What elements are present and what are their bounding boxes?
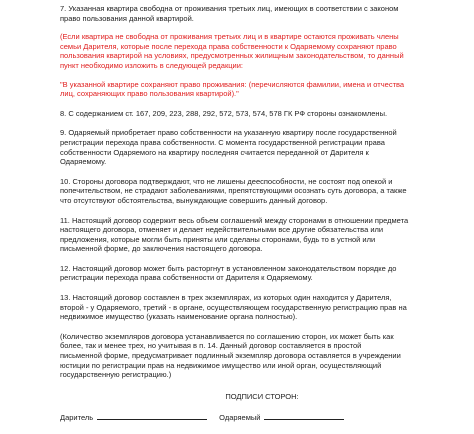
paragraph-8: 8. С содержанием ст. 167, 209, 223, 288, 292, 572, 573, 574, 578 ГК РФ стороны ознакомлены.: [60, 108, 388, 118]
paragraph-12: 12. Настоящий договор может быть расторгнут в установленном законодательством порядке до регистрации перехода права собственности от Дарителя к Одаряемому.: [60, 263, 397, 283]
paragraph-11: 11. Настоящий договор содержит весь объем соглашений между сторонами в отношении предмета настоящего договора, отменяет и делает недействительными все другие обязательства или предложения, которые могли быть приняты или сделаны сторонами, будь то в устной или письменной форме, до заключения настоящего договора.: [60, 215, 409, 254]
signature-line: [60, 411, 464, 423]
paragraph-10: 10. Стороны договора подтверждают, что не лишены дееспособности, не состоят под опекой и попечительством, не страдают заболеваниями, препятствующими осознать суть договора, а также что отсутствуют обстоятельства, вынуждающие совершить данный договор.: [60, 176, 407, 205]
donor-label: Даритель: [60, 413, 94, 423]
paragraph-7: 7. Указанная квартира свободна от проживания третьих лиц, имеющих в соответствии с законом право пользования данной квартирой.: [60, 4, 399, 23]
signatures-title: ПОДПИСИ СТОРОН:: [225, 391, 299, 401]
recipient-label: Одаряемый: [219, 413, 261, 423]
recipient-signature-blank: [264, 411, 344, 420]
paragraph-13-note: (Количество экземпляров договора устанавливается по соглашению сторон, их может быть как более, так и менее трех, но учитывая в п. 14. Данный договор составляется в простой письменной форме, предусматривает подлинный экземпляр договора оставляется в учреждении юстиции по регистрации прав на недвижимое имущество или иной орган, осуществляющий государственную регистрацию.): [60, 331, 401, 380]
paragraph-13: 13. Настоящий договор составлен в трех экземплярах, из которых один находится у Дарителя, второй - у Одаряемого, третий - в органе, осуществляющем государственную регистрацию прав на недвижимое имущество (указать наименование органа полностью).: [60, 293, 407, 322]
paragraph-7-alternative: "В указанной квартире сохраняют право проживания: (перечисляются фамилии, имена и отчества лиц, сохраняющих право пользования квартирой).": [60, 79, 405, 99]
paragraph-7-note: (Если квартира не свободна от проживания третьих лиц и в квартире остаются проживать члены семьи Дарителя, которые после перехода права собственности к Одаряемому сохраняют право пользования квартирой на условиях, предусмотренных жилищным законодательством, то данный пункт необходимо изложить в следующей редакции:: [60, 32, 404, 70]
donor-signature-blank: [97, 411, 207, 420]
paragraph-9: 9. Одаряемый приобретает право собственности на указанную квартиру после государственной регистрации перехода права собственности. С момента государственной регистрации права собственности Одаряемого на квартиру последняя считается переданной от Дарителя к Одаряемому.: [60, 128, 397, 167]
